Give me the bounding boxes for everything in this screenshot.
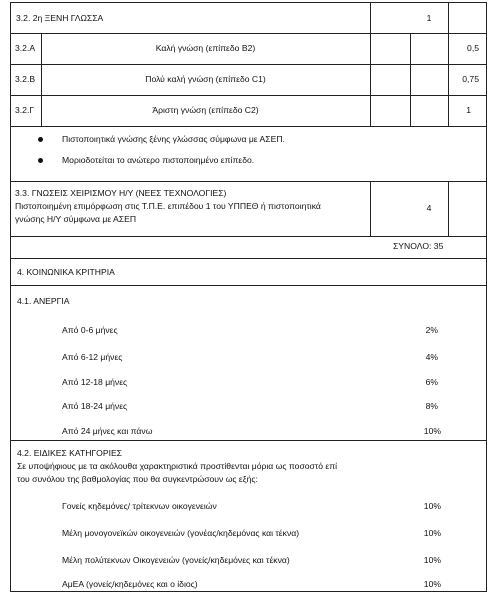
it-points: 4: [426, 203, 432, 213]
row-divider: [10, 591, 487, 592]
col-divider: [410, 33, 411, 126]
row-divider: [10, 126, 487, 127]
row-divider: [10, 285, 487, 286]
special-title: 4.2. ΕΙΔΙΚΕΣ ΚΑΤΗΓΟΡΙΕΣ: [17, 448, 122, 458]
lang-row-score: 0,75: [462, 74, 479, 84]
special-label: ΑμΕΑ (γονείς/κηδεμόνες και ο ίδιος): [62, 579, 198, 589]
unemployment-title: 4.1. ΑΝΕΡΓΙΑ: [17, 296, 70, 306]
unemployment-label: Από 12-18 μήνες: [62, 377, 128, 387]
row-divider: [10, 95, 487, 96]
col-divider: [370, 2, 371, 126]
unemployment-value: 4%: [425, 352, 438, 362]
special-value: 10%: [423, 579, 441, 589]
it-desc-line: γνώσης Η/Υ σύμφωνα με ΑΣΕΠ: [15, 214, 137, 224]
total-score: ΣΥΝΟΛΟ: 35: [393, 241, 444, 251]
special-label: Γονείς κηδεμόνες/ τρίτεκνων οικογενειών: [62, 501, 217, 511]
lang-row-score: 1: [466, 105, 471, 115]
unemployment-label: Από 24 μήνες και πάνω: [62, 426, 153, 436]
lang-points: 1: [426, 13, 432, 23]
row-divider: [10, 258, 487, 259]
special-label: Μέλη μονογονεϊκών οικογενειών (γονέας/κηδεμόνας και τέκνα): [62, 528, 300, 538]
col-divider: [448, 181, 449, 236]
lang-note-text: Πιστοποιητικά γνώσης ξένης γλώσσας σύμφωνα με ΑΣΕΠ.: [62, 134, 285, 144]
lang-row-score: 0,5: [467, 43, 479, 53]
lang-note-text: Μοριοδοτείται το ανώτερο πιστοποιημένο επίπεδο.: [62, 155, 255, 165]
unemployment-value: 6%: [425, 377, 438, 387]
special-intro: Σε υποψήφιους με τα ακόλουθα χαρακτηριστικά προστίθενται μόρια ως ποσοστό επί: [17, 461, 338, 471]
unemployment-value: 10%: [423, 426, 441, 436]
special-value: 10%: [423, 528, 441, 538]
row-divider: [10, 2, 487, 3]
lang-row-desc: Άριστη γνώση (επίπεδο C2): [152, 105, 259, 115]
col-divider: [370, 181, 371, 236]
unemployment-label: Από 6-12 μήνες: [62, 352, 123, 362]
special-value: 10%: [423, 555, 441, 565]
social-title: 4. ΚΟΙΝΩΝΙΚΑ ΚΡΙΤΗΡΙΑ: [17, 267, 115, 277]
lang-row-code: 3.2.Β: [15, 74, 36, 84]
bullet-icon: [38, 158, 43, 163]
lang-row-desc: Πολύ καλή γνώση (επίπεδο C1): [145, 74, 266, 84]
table-left-border: [10, 2, 11, 592]
row-divider: [10, 440, 487, 441]
lang-row-code: 3.2.Γ: [15, 105, 35, 115]
lang-row-code: 3.2.Α: [15, 43, 36, 53]
special-label: Μέλη πολύτεκνων Οικογενειών (γονείς/κηδεμόνες και τέκνα): [62, 555, 290, 565]
row-divider: [10, 236, 487, 237]
table-right-border: [486, 2, 487, 592]
row-divider: [10, 33, 487, 34]
lang-title: 3.2. 2η ΞΕΝΗ ΓΛΩΣΣΑ: [16, 13, 104, 23]
it-desc-line: Πιστοποιημένη επιμόρφωση στις Τ.Π.Ε. επιπέδου 1 του ΥΠΠΕΘ ή πιστοποιητικά: [15, 201, 321, 211]
special-intro: του συνόλου της βαθμολογίας που θα συγκεντρώσουν ως εξής:: [17, 474, 258, 484]
row-divider: [10, 181, 487, 182]
unemployment-value: 8%: [425, 401, 438, 411]
it-title: 3.3. ΓΝΩΣΕΙΣ ΧΕΙΡΙΣΜΟΥ Η/Υ (ΝΕΕΣ ΤΕΧΝΟΛΟΓΙΕΣ): [15, 188, 227, 198]
bullet-icon: [38, 137, 43, 142]
row-divider: [10, 64, 487, 65]
unemployment-label: Από 18-24 μήνες: [62, 401, 128, 411]
unemployment-label: Από 0-6 μήνες: [62, 325, 118, 335]
unemployment-value: 2%: [425, 325, 438, 335]
lang-row-desc: Καλή γνώση (επίπεδο Β2): [155, 43, 256, 53]
special-value: 10%: [423, 501, 441, 511]
